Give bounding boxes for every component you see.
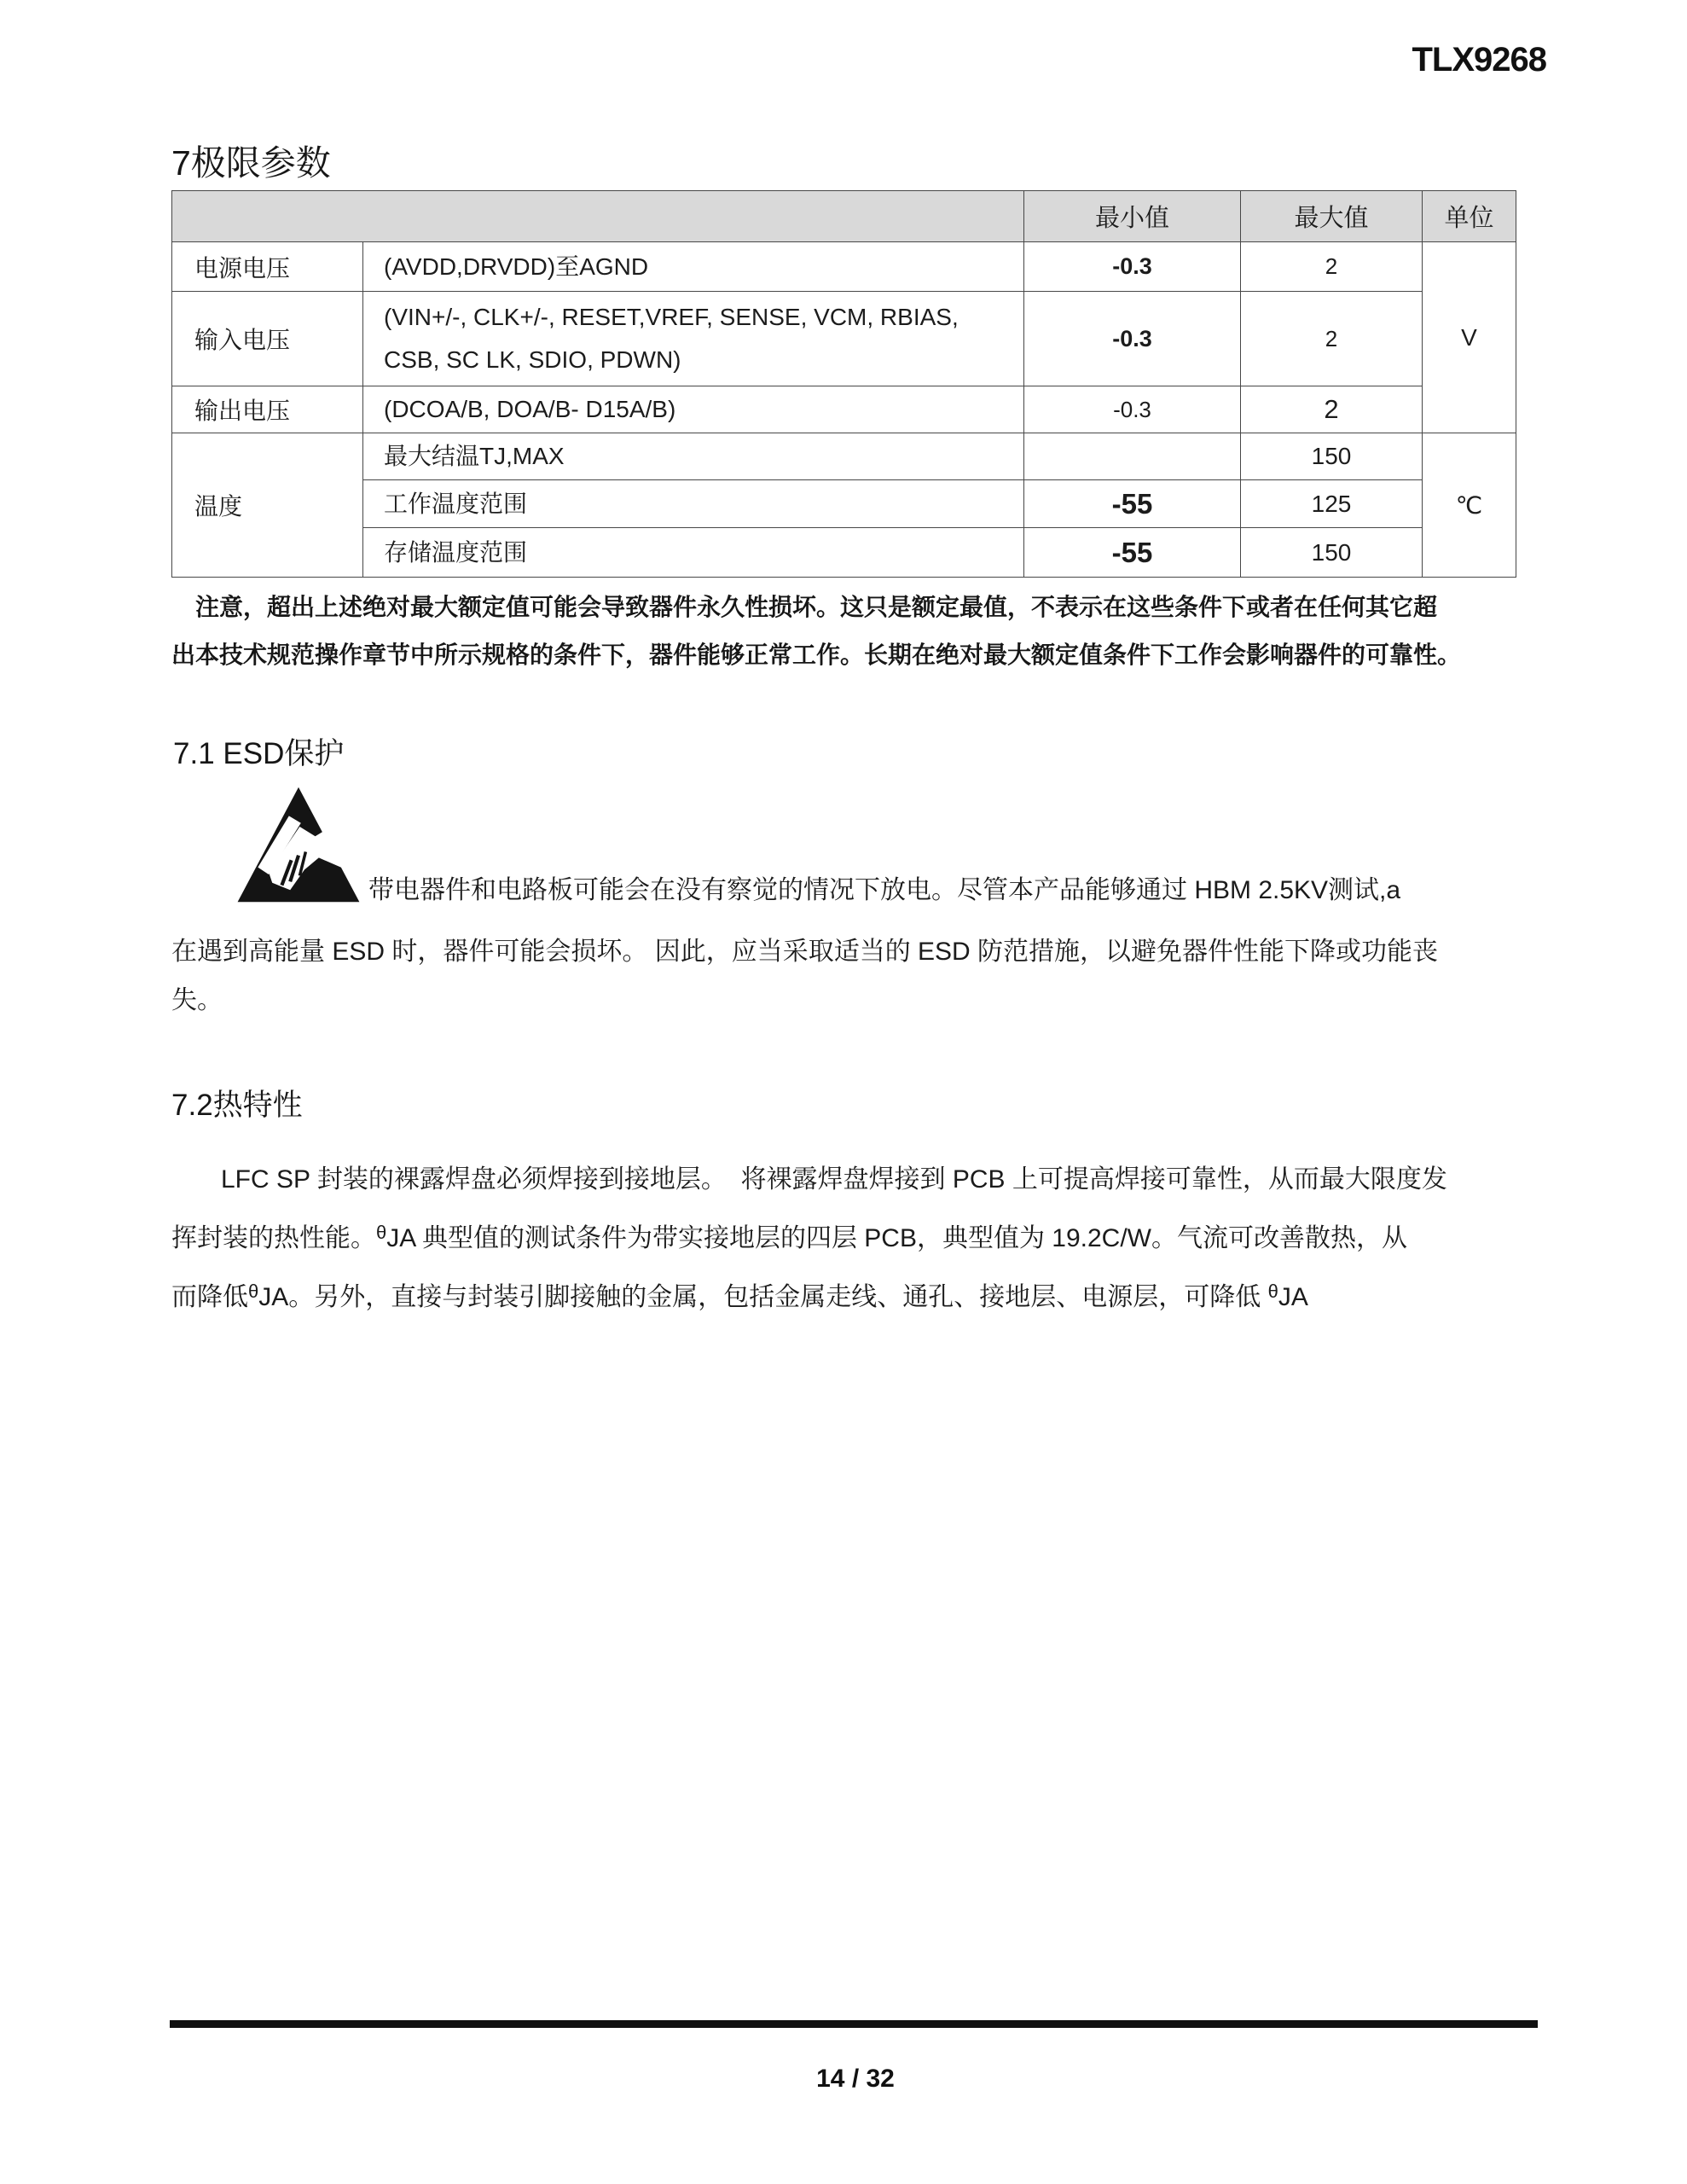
page-number: 14 / 32 xyxy=(816,2065,895,2093)
esd-warning-triangle-icon xyxy=(233,785,364,904)
param-cell-temperature: 温度 xyxy=(172,433,363,578)
desc-cell: (AVDD,DRVDD)至AGND xyxy=(363,242,1024,292)
section-7-1-heading: 7.1 ESD保护 xyxy=(173,737,345,770)
table-row xyxy=(172,386,1516,433)
footer-divider xyxy=(170,2020,1538,2028)
min-cell: -0.3 xyxy=(1024,242,1241,292)
table-row xyxy=(172,292,1516,386)
thermal-line-3 xyxy=(171,1265,1551,1324)
min-cell: -55 xyxy=(1024,480,1241,528)
ratings-note xyxy=(171,584,1551,679)
esd-paragraph-line-1: 带电器件和电路板可能会在没有察觉的情况下放电。尽管本产品能够通过 HBM 2.5KV测试,a xyxy=(368,876,1401,904)
thermal-line-3-text: 而降低 xyxy=(171,1283,248,1311)
table-row xyxy=(172,242,1516,292)
max-cell: 2 xyxy=(1241,292,1423,386)
desc-cell: 最大结温TJ,MAX xyxy=(363,433,1024,480)
theta-symbol: θ xyxy=(248,1281,259,1302)
table-row xyxy=(172,528,1516,578)
theta-symbol: θ xyxy=(376,1222,387,1243)
max-cell: 150 xyxy=(1241,528,1423,578)
desc-cell: 工作温度范围 xyxy=(363,480,1024,528)
thermal-line-2-text: JA 典型值的测试条件为带实接地层的四层 PCB，典型值为 19.2C/W。气流可改善散热，从 xyxy=(386,1224,1407,1252)
header-empty-cell xyxy=(172,191,1024,242)
esd-paragraph-line-2: 在遇到高能量 ESD 时，器件可能会损坏。 因此，应当采取适当的 ESD 防范措施，以避免器件性能下降或功能丧 xyxy=(171,938,1439,966)
thermal-line-1: LFC SP 封装的裸露焊盘必须焊接到接地层。 将裸露焊盘焊接到 PCB 上可提高焊接可靠性，从而最大限度发 xyxy=(221,1165,1447,1194)
document-title: TLX9268 xyxy=(1412,41,1546,78)
table-header-row xyxy=(172,191,1516,242)
unit-cell-temperature: ℃ xyxy=(1423,433,1516,578)
thermal-line-2-text: 挥封装的热性能。 xyxy=(171,1224,376,1252)
thermal-paragraph xyxy=(171,1153,1551,1324)
header-unit: 单位 xyxy=(1423,191,1516,242)
header-max: 最大值 xyxy=(1241,191,1423,242)
desc-cell: (VIN+/-, CLK+/-, RESET,VREF, SENSE, VCM, RBIAS, CSB, SC LK, SDIO, PDWN) xyxy=(363,292,1024,386)
section-7-2-heading: 7.2热特性 xyxy=(171,1089,303,1122)
min-cell: -55 xyxy=(1024,528,1241,578)
max-cell: 125 xyxy=(1241,480,1423,528)
desc-cell: 存储温度范围 xyxy=(363,528,1024,578)
esd-paragraph xyxy=(171,927,1551,1025)
section-7-heading: 7极限参数 xyxy=(171,143,331,183)
min-cell: -0.3 xyxy=(1024,386,1241,433)
param-cell: 电源电压 xyxy=(172,242,363,292)
theta-symbol: θ xyxy=(1267,1281,1278,1302)
unit-cell-voltage: V xyxy=(1423,242,1516,433)
table-row xyxy=(172,480,1516,528)
param-cell: 输入电压 xyxy=(172,292,363,386)
desc-cell: (DCOA/B, DOA/B- D15A/B) xyxy=(363,386,1024,433)
param-cell: 输出电压 xyxy=(172,386,363,433)
absolute-maximum-ratings-table xyxy=(171,190,1516,578)
note-line-2: 出本技术规范操作章节中所示规格的条件下，器件能够正常工作。长期在绝对最大额定值条件下工作会影响器件的可靠性。 xyxy=(171,642,1462,668)
header-min: 最小值 xyxy=(1024,191,1241,242)
table-row xyxy=(172,433,1516,480)
thermal-line-3-text: JA xyxy=(1278,1283,1308,1311)
max-cell: 2 xyxy=(1241,386,1423,433)
max-cell: 2 xyxy=(1241,242,1423,292)
max-cell: 150 xyxy=(1241,433,1423,480)
thermal-line-3-text: JA。另外，直接与封装引脚接触的金属，包括金属走线、通孔、接地层、电源层，可降低 xyxy=(258,1283,1268,1311)
thermal-line-2 xyxy=(171,1206,1551,1265)
note-line-1: 注意，超出上述绝对最大额定值可能会导致器件永久性损坏。这只是额定最值，不表示在这些条件下或者在任何其它超 xyxy=(195,594,1438,620)
min-cell xyxy=(1024,433,1241,480)
min-cell: -0.3 xyxy=(1024,292,1241,386)
esd-paragraph-line-3: 失。 xyxy=(171,986,223,1014)
